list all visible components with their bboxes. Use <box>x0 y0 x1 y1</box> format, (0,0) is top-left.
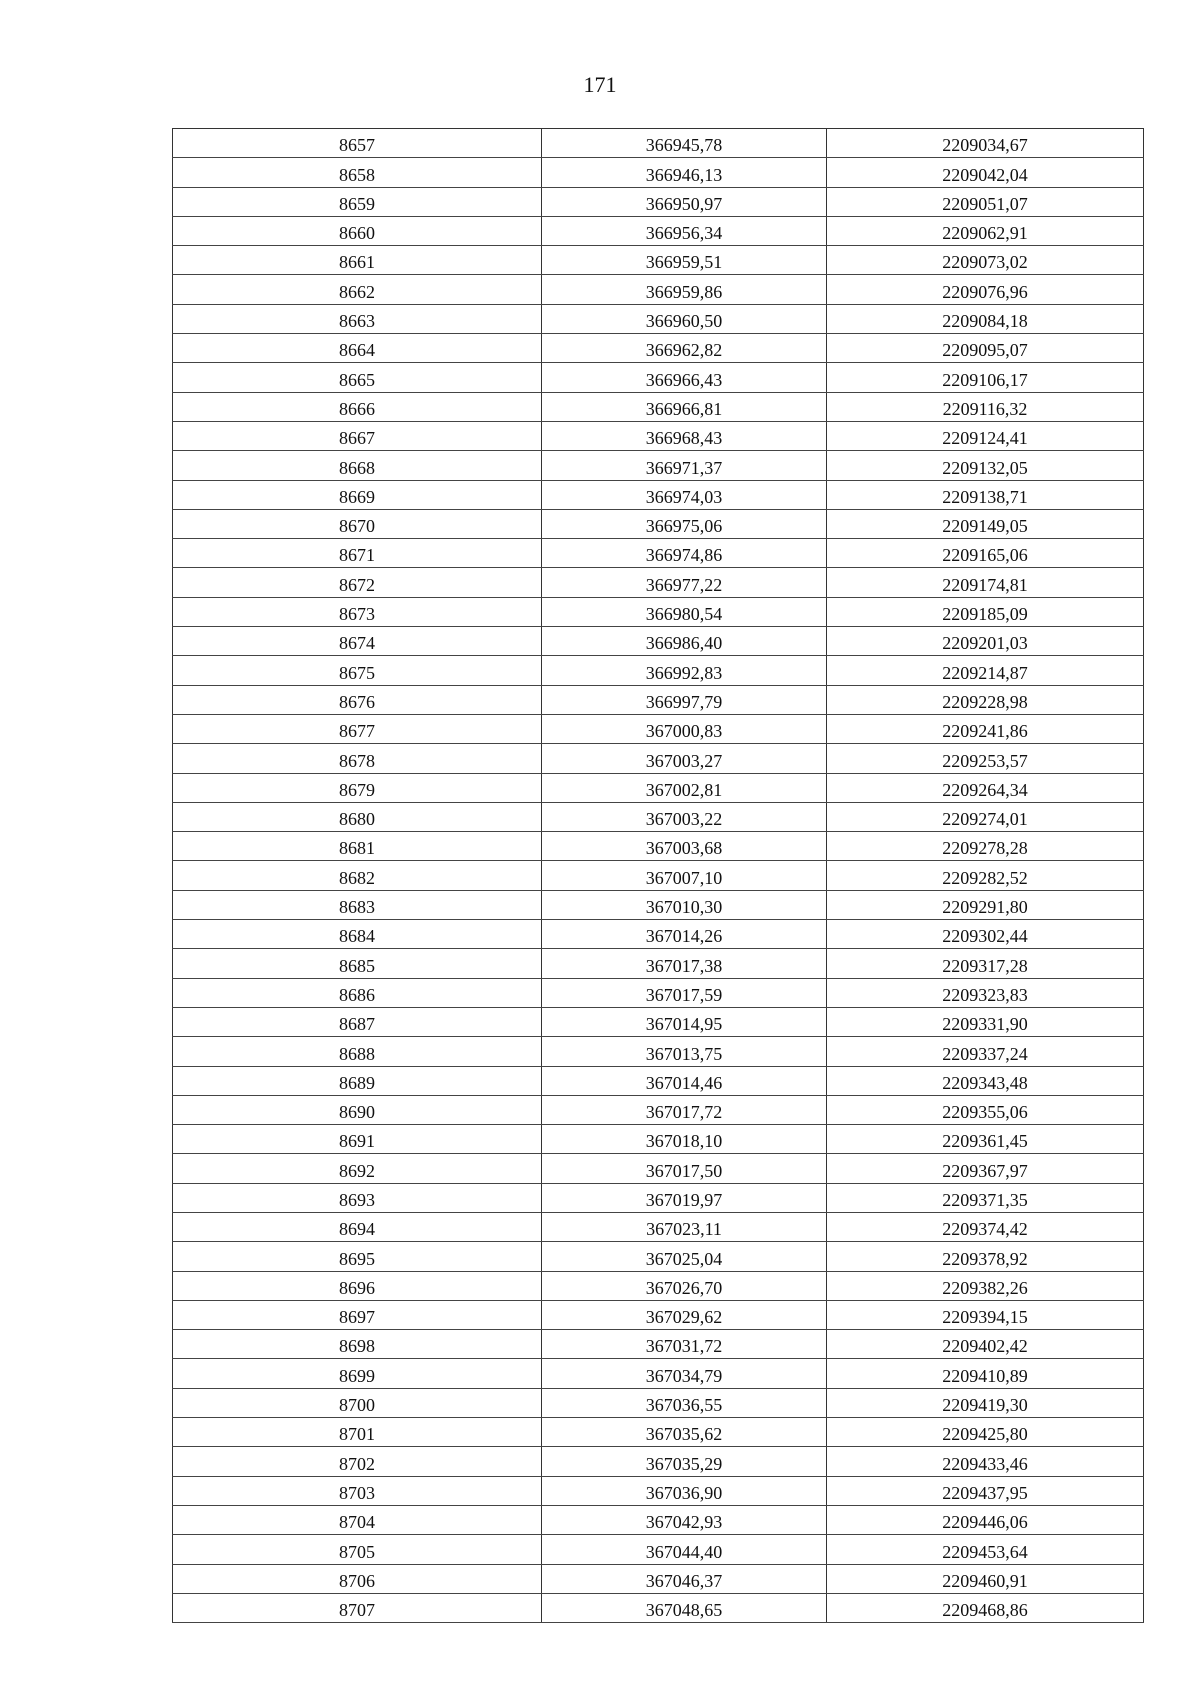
x-coordinate-cell: 366968,43 <box>542 421 827 450</box>
table-row <box>173 568 1144 597</box>
y-coordinate-cell: 2209410,89 <box>827 1359 1144 1388</box>
point-number-cell: 8664 <box>173 334 542 363</box>
x-coordinate-cell: 367010,30 <box>542 890 827 919</box>
x-coordinate-cell: 366986,40 <box>542 627 827 656</box>
point-number-cell: 8707 <box>173 1593 542 1622</box>
table-row <box>173 685 1144 714</box>
point-number-cell: 8665 <box>173 363 542 392</box>
y-coordinate-cell: 2209446,06 <box>827 1505 1144 1534</box>
point-number-cell: 8690 <box>173 1095 542 1124</box>
y-coordinate-cell: 2209323,83 <box>827 978 1144 1007</box>
point-number-cell: 8683 <box>173 890 542 919</box>
table-row <box>173 1183 1144 1212</box>
x-coordinate-cell: 367044,40 <box>542 1535 827 1564</box>
table-row <box>173 1359 1144 1388</box>
x-coordinate-cell: 367007,10 <box>542 861 827 890</box>
y-coordinate-cell: 2209394,15 <box>827 1300 1144 1329</box>
point-number-cell: 8695 <box>173 1242 542 1271</box>
table-row <box>173 1271 1144 1300</box>
y-coordinate-cell: 2209185,09 <box>827 597 1144 626</box>
point-number-cell: 8692 <box>173 1154 542 1183</box>
point-number-cell: 8691 <box>173 1125 542 1154</box>
x-coordinate-cell: 367023,11 <box>542 1212 827 1241</box>
x-coordinate-cell: 366975,06 <box>542 509 827 538</box>
y-coordinate-cell: 2209073,02 <box>827 246 1144 275</box>
table-row <box>173 1007 1144 1036</box>
table-row <box>173 656 1144 685</box>
y-coordinate-cell: 2209378,92 <box>827 1242 1144 1271</box>
y-coordinate-cell: 2209174,81 <box>827 568 1144 597</box>
x-coordinate-cell: 367035,29 <box>542 1447 827 1476</box>
table-row <box>173 1593 1144 1622</box>
table-row <box>173 509 1144 538</box>
table-row <box>173 363 1144 392</box>
point-number-cell: 8699 <box>173 1359 542 1388</box>
y-coordinate-cell: 2209331,90 <box>827 1007 1144 1036</box>
y-coordinate-cell: 2209382,26 <box>827 1271 1144 1300</box>
table-row <box>173 392 1144 421</box>
point-number-cell: 8674 <box>173 627 542 656</box>
x-coordinate-cell: 366971,37 <box>542 451 827 480</box>
table-row <box>173 187 1144 216</box>
y-coordinate-cell: 2209095,07 <box>827 334 1144 363</box>
point-number-cell: 8686 <box>173 978 542 1007</box>
x-coordinate-cell: 367019,97 <box>542 1183 827 1212</box>
y-coordinate-cell: 2209371,35 <box>827 1183 1144 1212</box>
table-row <box>173 334 1144 363</box>
y-coordinate-cell: 2209437,95 <box>827 1476 1144 1505</box>
point-number-cell: 8698 <box>173 1330 542 1359</box>
x-coordinate-cell: 367017,59 <box>542 978 827 1007</box>
x-coordinate-cell: 367014,26 <box>542 920 827 949</box>
table-row <box>173 920 1144 949</box>
point-number-cell: 8693 <box>173 1183 542 1212</box>
y-coordinate-cell: 2209374,42 <box>827 1212 1144 1241</box>
x-coordinate-cell: 366959,86 <box>542 275 827 304</box>
y-coordinate-cell: 2209282,52 <box>827 861 1144 890</box>
point-number-cell: 8681 <box>173 832 542 861</box>
point-number-cell: 8663 <box>173 304 542 333</box>
y-coordinate-cell: 2209274,01 <box>827 802 1144 831</box>
table-row <box>173 890 1144 919</box>
point-number-cell: 8680 <box>173 802 542 831</box>
y-coordinate-cell: 2209124,41 <box>827 421 1144 450</box>
y-coordinate-cell: 2209149,05 <box>827 509 1144 538</box>
y-coordinate-cell: 2209468,86 <box>827 1593 1144 1622</box>
table-row <box>173 1388 1144 1417</box>
table-row <box>173 978 1144 1007</box>
point-number-cell: 8688 <box>173 1037 542 1066</box>
table-row <box>173 1066 1144 1095</box>
point-number-cell: 8687 <box>173 1007 542 1036</box>
x-coordinate-cell: 366945,78 <box>542 129 827 158</box>
point-number-cell: 8694 <box>173 1212 542 1241</box>
x-coordinate-cell: 366960,50 <box>542 304 827 333</box>
x-coordinate-cell: 366997,79 <box>542 685 827 714</box>
table-row <box>173 304 1144 333</box>
point-number-cell: 8702 <box>173 1447 542 1476</box>
x-coordinate-cell: 366992,83 <box>542 656 827 685</box>
table-row <box>173 1125 1144 1154</box>
point-number-cell: 8673 <box>173 597 542 626</box>
y-coordinate-cell: 2209460,91 <box>827 1564 1144 1593</box>
point-number-cell: 8670 <box>173 509 542 538</box>
point-number-cell: 8700 <box>173 1388 542 1417</box>
table-row <box>173 158 1144 187</box>
point-number-cell: 8689 <box>173 1066 542 1095</box>
point-number-cell: 8669 <box>173 480 542 509</box>
y-coordinate-cell: 2209291,80 <box>827 890 1144 919</box>
page-number: 171 <box>583 72 617 97</box>
point-number-cell: 8675 <box>173 656 542 685</box>
x-coordinate-cell: 367036,55 <box>542 1388 827 1417</box>
x-coordinate-cell: 367036,90 <box>542 1476 827 1505</box>
point-number-cell: 8676 <box>173 685 542 714</box>
y-coordinate-cell: 2209241,86 <box>827 714 1144 743</box>
point-number-cell: 8703 <box>173 1476 542 1505</box>
x-coordinate-cell: 366956,34 <box>542 216 827 245</box>
y-coordinate-cell: 2209355,06 <box>827 1095 1144 1124</box>
y-coordinate-cell: 2209228,98 <box>827 685 1144 714</box>
x-coordinate-cell: 367003,22 <box>542 802 827 831</box>
x-coordinate-cell: 366959,51 <box>542 246 827 275</box>
y-coordinate-cell: 2209106,17 <box>827 363 1144 392</box>
table-row <box>173 773 1144 802</box>
table-row <box>173 1154 1144 1183</box>
y-coordinate-cell: 2209042,04 <box>827 158 1144 187</box>
x-coordinate-cell: 366962,82 <box>542 334 827 363</box>
y-coordinate-cell: 2209343,48 <box>827 1066 1144 1095</box>
y-coordinate-cell: 2209433,46 <box>827 1447 1144 1476</box>
x-coordinate-cell: 367031,72 <box>542 1330 827 1359</box>
y-coordinate-cell: 2209062,91 <box>827 216 1144 245</box>
point-number-cell: 8660 <box>173 216 542 245</box>
y-coordinate-cell: 2209367,97 <box>827 1154 1144 1183</box>
point-number-cell: 8671 <box>173 539 542 568</box>
point-number-cell: 8697 <box>173 1300 542 1329</box>
x-coordinate-cell: 367046,37 <box>542 1564 827 1593</box>
x-coordinate-cell: 367042,93 <box>542 1505 827 1534</box>
table-row <box>173 861 1144 890</box>
point-number-cell: 8685 <box>173 949 542 978</box>
table-row <box>173 1242 1144 1271</box>
y-coordinate-cell: 2209361,45 <box>827 1125 1144 1154</box>
point-number-cell: 8696 <box>173 1271 542 1300</box>
x-coordinate-cell: 367035,62 <box>542 1418 827 1447</box>
table-row <box>173 1095 1144 1124</box>
y-coordinate-cell: 2209453,64 <box>827 1535 1144 1564</box>
x-coordinate-cell: 367025,04 <box>542 1242 827 1271</box>
point-number-cell: 8658 <box>173 158 542 187</box>
table-row <box>173 1447 1144 1476</box>
point-number-cell: 8659 <box>173 187 542 216</box>
y-coordinate-cell: 2209051,07 <box>827 187 1144 216</box>
point-number-cell: 8704 <box>173 1505 542 1534</box>
table-row <box>173 539 1144 568</box>
x-coordinate-cell: 367034,79 <box>542 1359 827 1388</box>
x-coordinate-cell: 367003,27 <box>542 744 827 773</box>
x-coordinate-cell: 367003,68 <box>542 832 827 861</box>
y-coordinate-cell: 2209317,28 <box>827 949 1144 978</box>
point-number-cell: 8679 <box>173 773 542 802</box>
y-coordinate-cell: 2209084,18 <box>827 304 1144 333</box>
y-coordinate-cell: 2209337,24 <box>827 1037 1144 1066</box>
y-coordinate-cell: 2209165,06 <box>827 539 1144 568</box>
x-coordinate-cell: 367048,65 <box>542 1593 827 1622</box>
table-row <box>173 1476 1144 1505</box>
x-coordinate-cell: 366966,43 <box>542 363 827 392</box>
x-coordinate-cell: 367018,10 <box>542 1125 827 1154</box>
point-number-cell: 8682 <box>173 861 542 890</box>
x-coordinate-cell: 367014,46 <box>542 1066 827 1095</box>
x-coordinate-cell: 367017,50 <box>542 1154 827 1183</box>
y-coordinate-cell: 2209278,28 <box>827 832 1144 861</box>
point-number-cell: 8667 <box>173 421 542 450</box>
table-row <box>173 480 1144 509</box>
table-row <box>173 216 1144 245</box>
table-row <box>173 627 1144 656</box>
point-number-cell: 8677 <box>173 714 542 743</box>
table-row <box>173 1037 1144 1066</box>
table-row <box>173 246 1144 275</box>
coordinates-table <box>172 128 1144 1623</box>
x-coordinate-cell: 367002,81 <box>542 773 827 802</box>
y-coordinate-cell: 2209034,67 <box>827 129 1144 158</box>
y-coordinate-cell: 2209116,32 <box>827 392 1144 421</box>
table-row <box>173 129 1144 158</box>
y-coordinate-cell: 2209419,30 <box>827 1388 1144 1417</box>
y-coordinate-cell: 2209264,34 <box>827 773 1144 802</box>
x-coordinate-cell: 367017,72 <box>542 1095 827 1124</box>
point-number-cell: 8684 <box>173 920 542 949</box>
table-row <box>173 421 1144 450</box>
y-coordinate-cell: 2209402,42 <box>827 1330 1144 1359</box>
x-coordinate-cell: 366977,22 <box>542 568 827 597</box>
x-coordinate-cell: 367000,83 <box>542 714 827 743</box>
y-coordinate-cell: 2209253,57 <box>827 744 1144 773</box>
x-coordinate-cell: 367026,70 <box>542 1271 827 1300</box>
y-coordinate-cell: 2209138,71 <box>827 480 1144 509</box>
y-coordinate-cell: 2209201,03 <box>827 627 1144 656</box>
table-row <box>173 1564 1144 1593</box>
table-row <box>173 1330 1144 1359</box>
y-coordinate-cell: 2209302,44 <box>827 920 1144 949</box>
y-coordinate-cell: 2209425,80 <box>827 1418 1144 1447</box>
table-row <box>173 1418 1144 1447</box>
point-number-cell: 8706 <box>173 1564 542 1593</box>
point-number-cell: 8666 <box>173 392 542 421</box>
table-row <box>173 275 1144 304</box>
x-coordinate-cell: 366946,13 <box>542 158 827 187</box>
table-row <box>173 744 1144 773</box>
y-coordinate-cell: 2209214,87 <box>827 656 1144 685</box>
x-coordinate-cell: 367014,95 <box>542 1007 827 1036</box>
point-number-cell: 8668 <box>173 451 542 480</box>
table-row <box>173 1535 1144 1564</box>
x-coordinate-cell: 366966,81 <box>542 392 827 421</box>
point-number-cell: 8678 <box>173 744 542 773</box>
x-coordinate-cell: 367017,38 <box>542 949 827 978</box>
table-row <box>173 1300 1144 1329</box>
table-row <box>173 1505 1144 1534</box>
table-row <box>173 949 1144 978</box>
y-coordinate-cell: 2209132,05 <box>827 451 1144 480</box>
y-coordinate-cell: 2209076,96 <box>827 275 1144 304</box>
table-body <box>173 129 1144 1623</box>
table-row <box>173 802 1144 831</box>
x-coordinate-cell: 367029,62 <box>542 1300 827 1329</box>
x-coordinate-cell: 366974,03 <box>542 480 827 509</box>
x-coordinate-cell: 367013,75 <box>542 1037 827 1066</box>
table-row <box>173 714 1144 743</box>
table-row <box>173 1212 1144 1241</box>
table-row <box>173 832 1144 861</box>
x-coordinate-cell: 366974,86 <box>542 539 827 568</box>
point-number-cell: 8701 <box>173 1418 542 1447</box>
x-coordinate-cell: 366950,97 <box>542 187 827 216</box>
point-number-cell: 8705 <box>173 1535 542 1564</box>
point-number-cell: 8657 <box>173 129 542 158</box>
point-number-cell: 8662 <box>173 275 542 304</box>
table-row <box>173 451 1144 480</box>
table-row <box>173 597 1144 626</box>
point-number-cell: 8661 <box>173 246 542 275</box>
point-number-cell: 8672 <box>173 568 542 597</box>
x-coordinate-cell: 366980,54 <box>542 597 827 626</box>
